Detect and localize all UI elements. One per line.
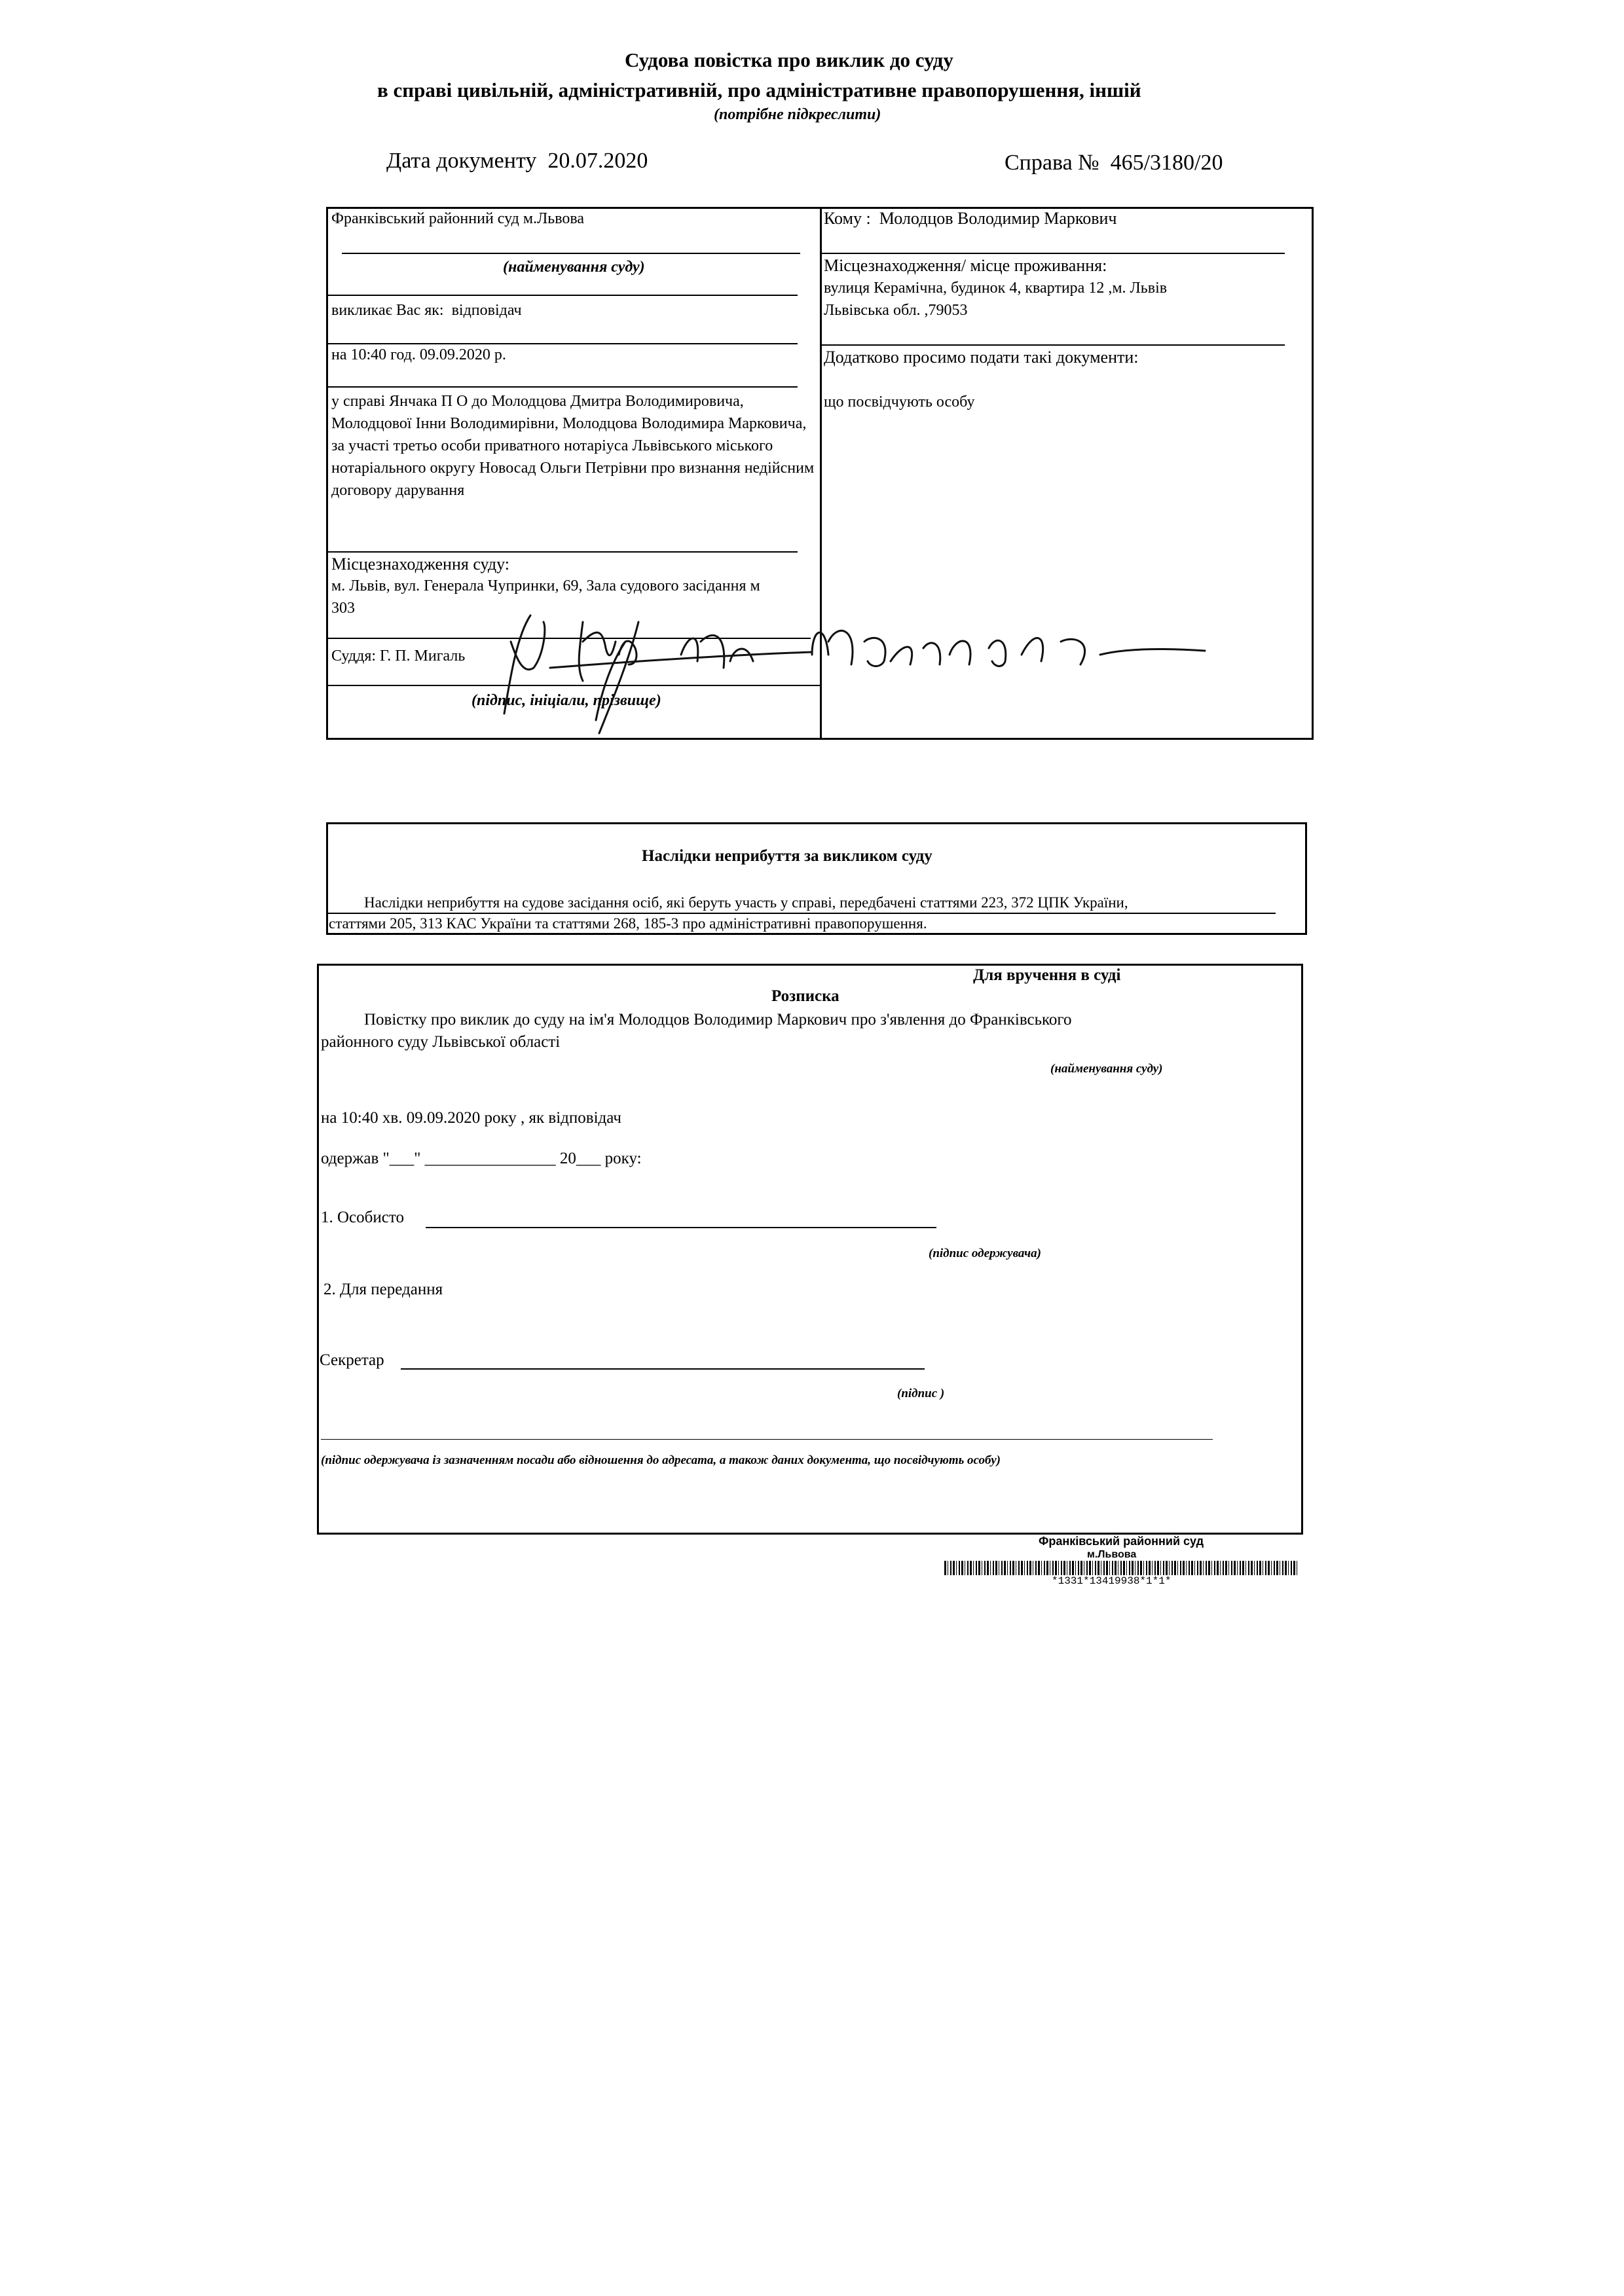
court-location: м. Львів, вул. Генерала Чупринки, 69, Зала судового засідання м 303: [331, 577, 760, 617]
title-line-1: Судова повістка про виклик до суду: [625, 48, 953, 71]
rule: [326, 551, 798, 553]
court-name: Франківський районний суд м.Львова: [331, 210, 585, 227]
for-transfer-label: 2. Для передання: [323, 1281, 443, 1298]
court-stamp-line-1: Франківський районний суд: [1039, 1535, 1204, 1548]
doc-date-label: Дата документу: [386, 149, 537, 173]
secretary-label: Секретар: [320, 1351, 384, 1369]
judge: [331, 646, 465, 666]
receipt-court-caption: (найменування суду): [1050, 1062, 1163, 1076]
recipient-name: Молодцов Володимир Маркович: [879, 209, 1117, 228]
court-stamp-line-2: м.Львова: [1087, 1549, 1137, 1560]
court-caption: (найменування суду): [503, 259, 645, 276]
judge-name: Г. П. Мигаль: [380, 647, 466, 665]
consequences-text-1: Наслідки неприбуття на судове засідання осіб, які беруть участь у справі, передбачені статтями 223, 372 ЦПК України,: [364, 894, 1128, 911]
residence-line-2: Львівська обл. ,79053: [824, 302, 968, 319]
documents-value: що посвідчують особу: [824, 393, 975, 410]
handwritten-signature: [471, 602, 1257, 740]
receipt-title: Розписка: [771, 987, 840, 1005]
consequences-text-2: статтями 205, 313 КАС України та статтями 268, 185-3 про адміністративні правопорушення.: [329, 915, 927, 932]
footnote-line: [321, 1439, 1213, 1440]
recipient-label: Кому :: [824, 209, 871, 228]
case-number: [1005, 151, 1223, 175]
title-line-2: в справі цивільній, адміністративній, про адміністративне правопорушення, іншій: [377, 79, 1141, 101]
recipient-signature-caption: (підпис одержувача): [929, 1247, 1041, 1260]
summons-as-label: викликає Вас як:: [331, 302, 444, 319]
court-name-line: [342, 253, 800, 254]
residence-line-1: вулиця Керамічна, будинок 4, квартира 12 ,м. Львів: [824, 280, 1168, 297]
rule: [820, 253, 1285, 254]
judge-signature-caption: (підпис, ініціали, прізвище): [471, 692, 661, 709]
barcode-text: *1331*13419938*1*1*: [1052, 1575, 1172, 1587]
secretary-signature-caption: (підпис ): [897, 1387, 945, 1400]
receipt-line-1: Повістку про виклик до суду на ім'я Молодцов Володимир Маркович про з'явлення до Франківського: [364, 1011, 1072, 1029]
doc-date: [386, 149, 648, 173]
underline-note: (потрібне підкреслити): [714, 106, 881, 123]
received-line: одержав "___" ________________ 20___ року:: [321, 1150, 642, 1167]
rule: [326, 386, 798, 388]
receipt-footnote: (підпис одержувача із зазначенням посади або відношення до адресата, а також даних документа, що посвідчують особу): [321, 1453, 1001, 1467]
documents-label: Додатково просимо подати такі документи:: [824, 348, 1139, 367]
doc-date-value: 20.07.2020: [547, 149, 648, 173]
case-number-label: Справа №: [1005, 151, 1099, 175]
for-court-label: Для вручення в суді: [973, 966, 1121, 984]
recipient: [824, 208, 1116, 229]
hearing-time: на 10:40 год. 09.09.2020 р.: [331, 346, 506, 363]
rule: [326, 295, 798, 296]
personally-signature-line: [426, 1227, 936, 1228]
summons-as-value: відповідач: [451, 302, 522, 319]
rule: [326, 913, 1276, 914]
case-description: у справі Янчака П О до Молодцова Дмитра Володимировича, Молодцової Інни Володимирівни, Молодцова Володимира Марковича, за участі третьо особи приватного нотаріуса Львівського міського нотаріального округу Новосад Ольги Петрівни про визнання недійсним договору дарування: [331, 393, 815, 499]
summons-as: [331, 300, 522, 321]
personally-label: 1. Особисто: [321, 1209, 404, 1226]
consequences-title: Наслідки неприбуття за викликом суду: [642, 847, 932, 865]
residence-label: Місцезнаходження/ місце проживання:: [824, 256, 1107, 275]
judge-label: Суддя:: [331, 647, 377, 665]
court-location-label: Місцезнаходження суду:: [331, 555, 509, 574]
receipt-line-2: районного суду Львівської області: [321, 1033, 561, 1051]
case-number-value: 465/3180/20: [1110, 151, 1223, 175]
receipt-time: на 10:40 хв. 09.09.2020 року , як відповідач: [321, 1109, 621, 1127]
barcode: [944, 1561, 1298, 1575]
rule: [820, 344, 1285, 346]
secretary-signature-line: [401, 1368, 925, 1370]
